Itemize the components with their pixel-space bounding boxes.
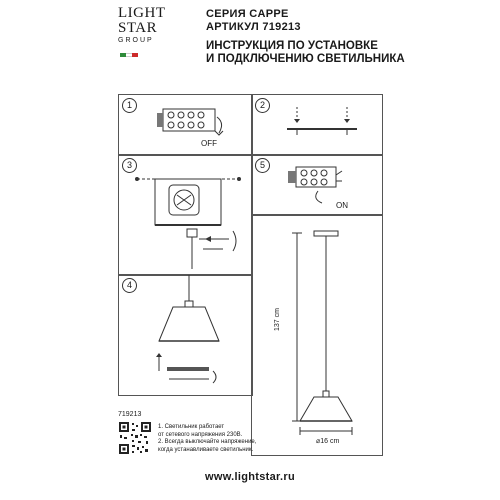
brand-logo xyxy=(118,6,168,44)
step-panel-5 xyxy=(251,154,383,216)
step-number-3: 3 xyxy=(122,158,137,173)
pendant-dimensions-icon xyxy=(252,215,382,455)
website-link[interactable]: www.lightstar.ru xyxy=(205,471,295,483)
note-line: от сетевого напряжения 230В. xyxy=(158,431,243,438)
instruction-title-line-2: И ПОДКЛЮЧЕНИЮ СВЕТИЛЬНИКА xyxy=(206,53,405,65)
step-panel-2 xyxy=(251,94,383,156)
italian-flag-icon xyxy=(120,53,138,57)
dimensions-panel xyxy=(251,214,383,456)
note-line: 1. Светильник работает xyxy=(158,424,225,430)
step-panel-1 xyxy=(118,94,253,156)
off-label: OFF xyxy=(201,139,217,148)
on-label: ON xyxy=(336,201,348,210)
shade-assembly-icon xyxy=(139,275,239,391)
step-panel-3 xyxy=(118,154,253,276)
step-number-2: 2 xyxy=(255,98,270,113)
series-label: СЕРИЯ CAPPE xyxy=(206,8,289,20)
height-dimension-label: 137 cm xyxy=(274,308,281,331)
step-number-1: 1 xyxy=(122,98,137,113)
model-number: 719213 xyxy=(118,411,142,418)
installation-notes xyxy=(158,424,278,454)
diameter-dimension-label: ⌀16 cm xyxy=(316,438,340,445)
step-panel-4 xyxy=(118,274,253,396)
note-line: 2. Всегда выключайте напряжение, xyxy=(158,439,257,445)
step-number-5: 5 xyxy=(255,158,270,173)
mounting-bracket-icon xyxy=(282,103,362,149)
instruction-title-line-1: ИНСТРУКЦИЯ ПО УСТАНОВКЕ xyxy=(206,40,378,52)
canopy-wiring-icon xyxy=(133,169,243,273)
logo-line-1: LIGHT xyxy=(118,5,166,21)
step-number-4: 4 xyxy=(122,278,137,293)
terminal-block-icon xyxy=(157,101,227,143)
article-label: АРТИКУЛ 719213 xyxy=(206,21,301,33)
note-line: когда устанавливаете светильник. xyxy=(158,446,254,453)
logo-line-3: GROUP xyxy=(118,37,154,44)
logo-line-2: STAR xyxy=(118,20,158,36)
qr-code-icon xyxy=(118,421,152,455)
